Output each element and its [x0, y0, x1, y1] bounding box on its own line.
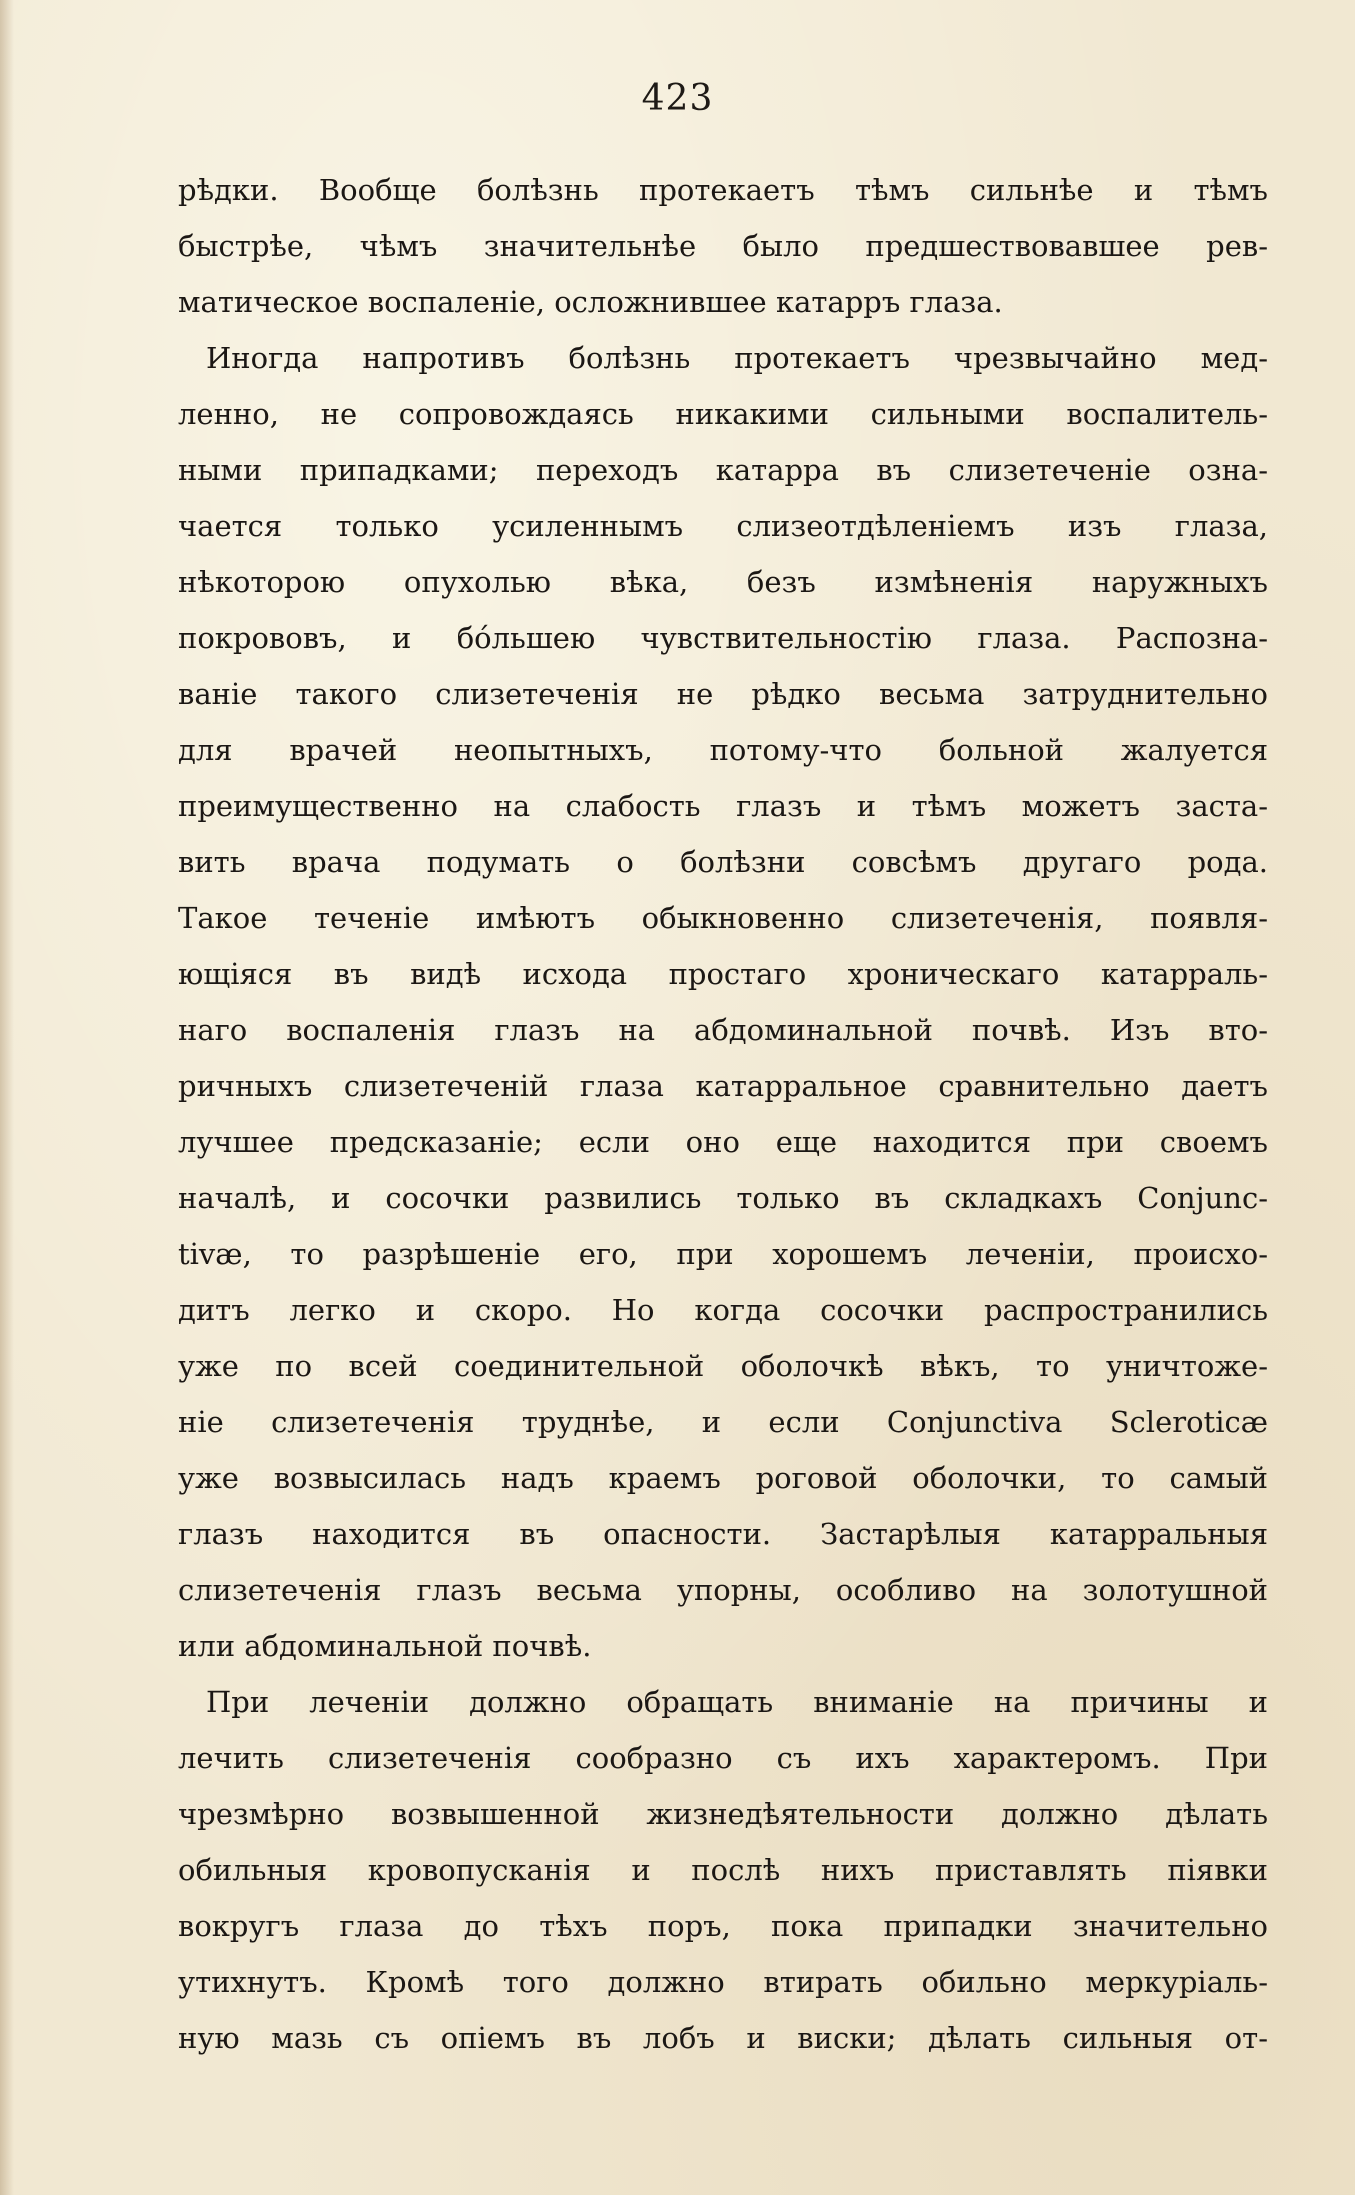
text-line: быстрѣе, чѣмъ значительнѣе было предшествовавшее рев-: [178, 229, 1268, 263]
text-line: ніе слизетеченія труднѣе, и если Conjunctiva Scleroticæ: [178, 1405, 1268, 1439]
text-line: слизетеченія глазъ весьма упорны, особливо на золотушной: [178, 1573, 1268, 1607]
text-line: дитъ легко и скоро. Но когда сосочки распространились: [178, 1293, 1268, 1327]
text-line: уже возвысилась надъ краемъ роговой оболочки, то самый: [178, 1461, 1268, 1495]
text-line: нѣкоторою опухолью вѣка, безъ измѣненія наружныхъ: [178, 565, 1268, 599]
text-line: лечить слизетеченія сообразно съ ихъ характеромъ. При: [178, 1741, 1268, 1775]
page-number: 423: [641, 78, 714, 119]
text-line: рѣдки. Вообще болѣзнь протекаетъ тѣмъ сильнѣе и тѣмъ: [178, 173, 1268, 207]
text-line: уже по всей соединительной оболочкѣ вѣкъ, то уничтоже-: [178, 1349, 1268, 1383]
text-line: покрововъ, и бо́льшею чувствительностію глаза. Распозна-: [178, 621, 1268, 655]
text-line: ричныхъ слизетеченій глаза катарральное сравнительно даетъ: [178, 1069, 1268, 1103]
text-line: лучшее предсказаніе; если оно еще находится при своемъ: [178, 1125, 1268, 1159]
text-line: вокругъ глаза до тѣхъ поръ, пока припадки значительно: [178, 1909, 1268, 1943]
text-line: обильныя кровопусканія и послѣ нихъ приставлять піявки: [178, 1853, 1268, 1887]
body-text: [178, 162, 1268, 2066]
text-line: ную мазь съ опіемъ въ лобъ и виски; дѣлать сильныя от-: [178, 2021, 1268, 2055]
text-line: ваніе такого слизетеченія не рѣдко весьма затруднительно: [178, 677, 1268, 711]
text-line: ными припадками; переходъ катарра въ слизетеченіе озна-: [178, 453, 1268, 487]
text-line: утихнутъ. Кромѣ того должно втирать обильно меркуріаль-: [178, 1965, 1268, 1999]
text-line: началѣ, и сосочки развились только въ складкахъ Conjunc-: [178, 1181, 1268, 1215]
text-line: вить врача подумать о болѣзни совсѣмъ другаго рода.: [178, 845, 1268, 879]
text-line: При леченіи должно обращать вниманіе на причины и: [206, 1685, 1268, 1719]
page-edge-shadow: [0, 0, 14, 2195]
text-line: Такое теченіе имѣютъ обыкновенно слизетеченія, появля-: [178, 901, 1268, 935]
text-line: чрезмѣрно возвышенной жизнедѣятельности должно дѣлать: [178, 1797, 1268, 1831]
text-line: или абдоминальной почвѣ.: [178, 1629, 592, 1663]
text-line: чается только усиленнымъ слизеотдѣленіемъ изъ глаза,: [178, 509, 1268, 543]
text-line: преимущественно на слабость глазъ и тѣмъ можетъ заста-: [178, 789, 1268, 823]
text-line: глазъ находится въ опасности. Застарѣлыя катарральныя: [178, 1517, 1268, 1551]
text-line: матическое воспаленіе, осложнившее катарръ глаза.: [178, 285, 1003, 319]
text-line: Иногда напротивъ болѣзнь протекаетъ чрезвычайно мед-: [206, 341, 1268, 375]
text-line: tivæ, то разрѣшеніе его, при хорошемъ леченіи, происхо-: [178, 1237, 1268, 1271]
text-line: ленно, не сопровождаясь никакими сильными воспалитель-: [178, 397, 1268, 431]
text-line: для врачей неопытныхъ, потому-что больной жалуется: [178, 733, 1268, 767]
text-line: ющіяся въ видѣ исхода простаго хроническаго катарраль-: [178, 957, 1268, 991]
text-line: наго воспаленія глазъ на абдоминальной почвѣ. Изъ вто-: [178, 1013, 1268, 1047]
